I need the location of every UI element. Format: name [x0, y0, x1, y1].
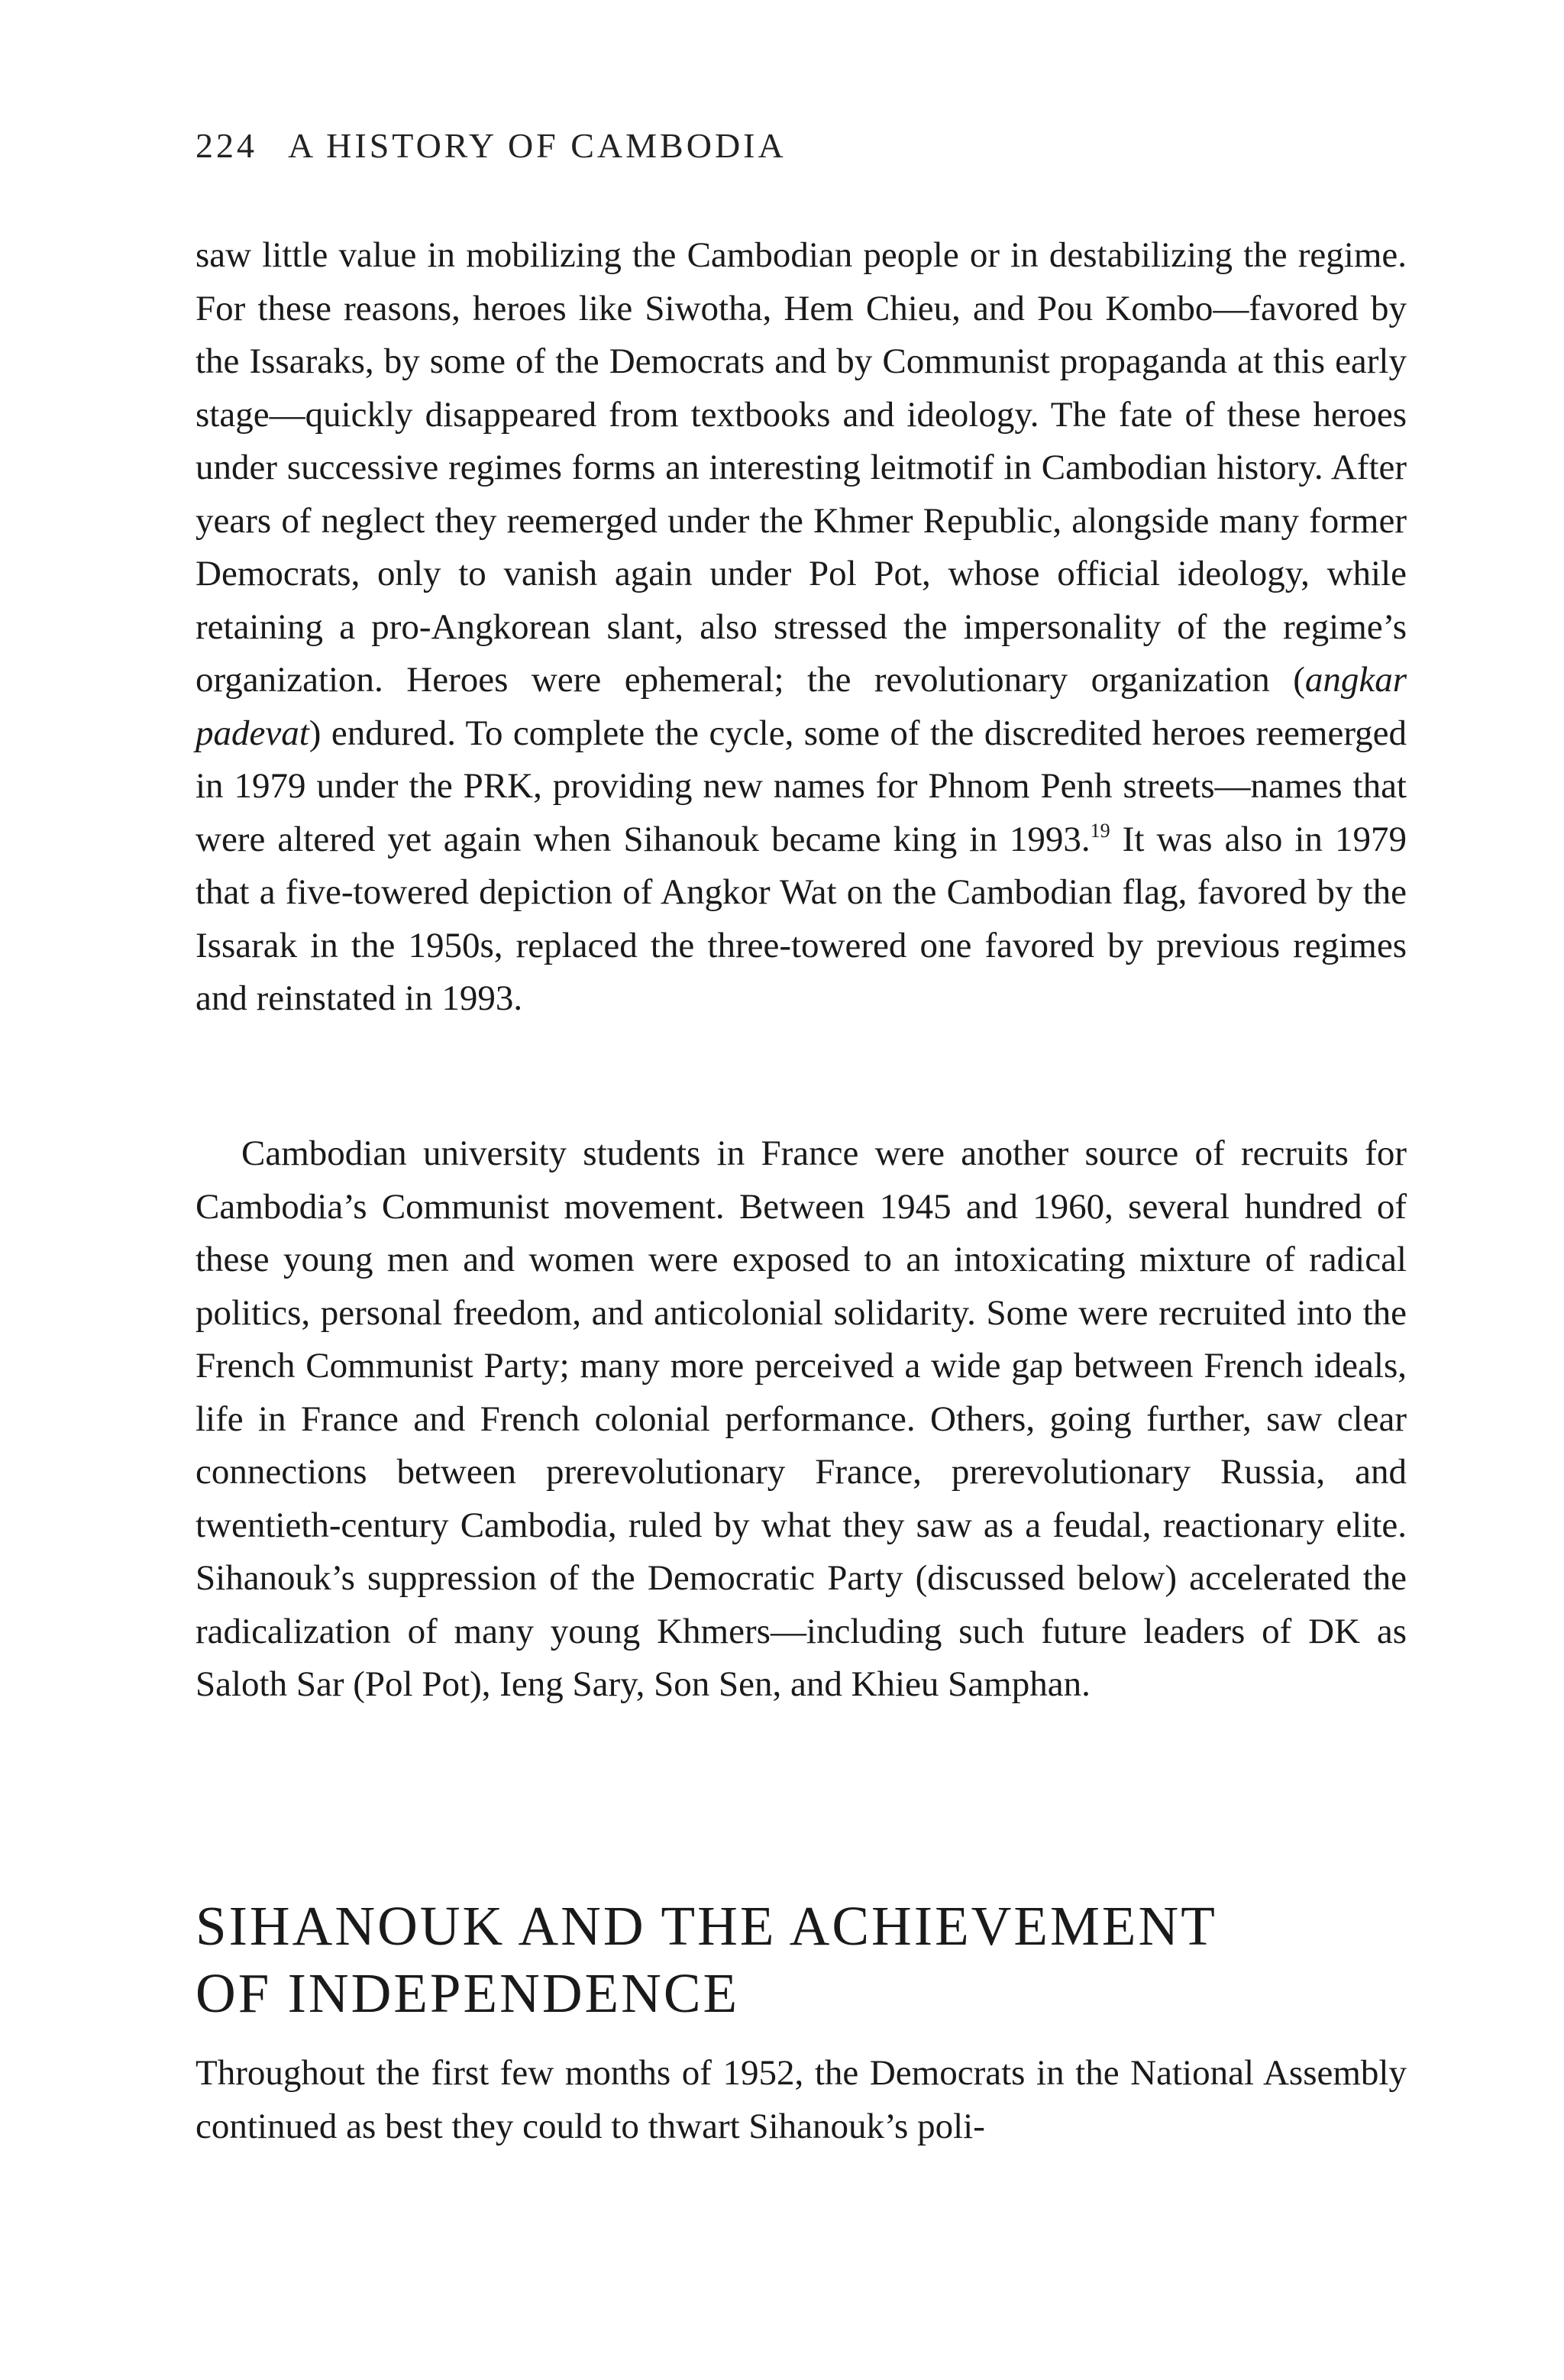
section-heading-line-1: SIHANOUK AND THE ACHIEVEMENT: [196, 1895, 1217, 1957]
paragraph-1-text-a: saw little value in mobilizing the Cambodian people or in destabilizing the regime. For these reasons, heroes like Siwotha, Hem Chieu, and Pou Kombo—favored by the Issaraks, by some of the Democrats and by Communist propaganda at this early stage—quickly disappeared from textbooks and ideology. The fate of these heroes under successive regimes forms an interesting leitmotif in Cambodian history. After years of neglect they reemerged under the Khmer Republic, alongside many former Democrats, only to vanish again under Pol Pot, whose official ideology, while retaining a pro-Angkorean slant, also stressed the impersonality of the regime’s organization. Heroes were ephemeral; the revolutionary organization (: [196, 235, 1407, 700]
running-title: A HISTORY OF CAMBODIA: [288, 126, 787, 165]
body-text-lower: [196, 2047, 1407, 2153]
body-text-middle: [196, 1127, 1407, 1712]
paragraph-1-text-c: It was also in 1979 that a five-towered depiction of Angkor Wat on the Cambodian flag, favored by the Issarak in the 1950s, replaced the three-towered one favored by previous regimes and reinstated in 1993.: [196, 819, 1407, 1018]
footnote-reference: 19: [1090, 819, 1110, 842]
page-number: 224: [196, 126, 257, 165]
paragraph-3: Throughout the first few months of 1952, the Democrats in the National Assembly continued as best they could to thwart Sihanouk’s poli-: [196, 2053, 1407, 2146]
running-header: [196, 128, 787, 163]
paragraph-2: Cambodian university students in France were another source of recruits for Cambodia’s Communist movement. Between 1945 and 1960, several hundred of these young men and women were exposed to an intoxicating mixture of radical politics, personal freedom, and anticolonial solidarity. Some were recruited into the French Communist Party; many more perceived a wide gap between French ideals, life in France and French colonial performance. Others, going further, saw clear connections between prerevolutionary France, prerevolutionary Russia, and twentieth-century Cambodia, ruled by what they saw as a feudal, reactionary elite. Sihanouk’s suppression of the Democratic Party (discussed below) accelerated the radicalization of many young Khmers—including such future leaders of DK as Saloth Sar (Pol Pot), Ieng Sary, Son Sen, and Khieu Samphan.: [196, 1133, 1407, 1704]
section-heading: [196, 1893, 1407, 2027]
paragraph-1: [196, 229, 1407, 1026]
section-heading-line-2: OF INDEPENDENCE: [196, 1962, 740, 2024]
body-text-upper: [196, 229, 1407, 1026]
italic-term-angkar-padevat: angkar padevat: [196, 660, 1407, 753]
paragraph-1-text-b: ) endured. To complete the cycle, some of the discredited heroes reemerged in 1979 under the PRK, providing new names for Phnom Penh streets—names that were altered yet again when Sihanouk became king in 1993.: [196, 713, 1407, 859]
